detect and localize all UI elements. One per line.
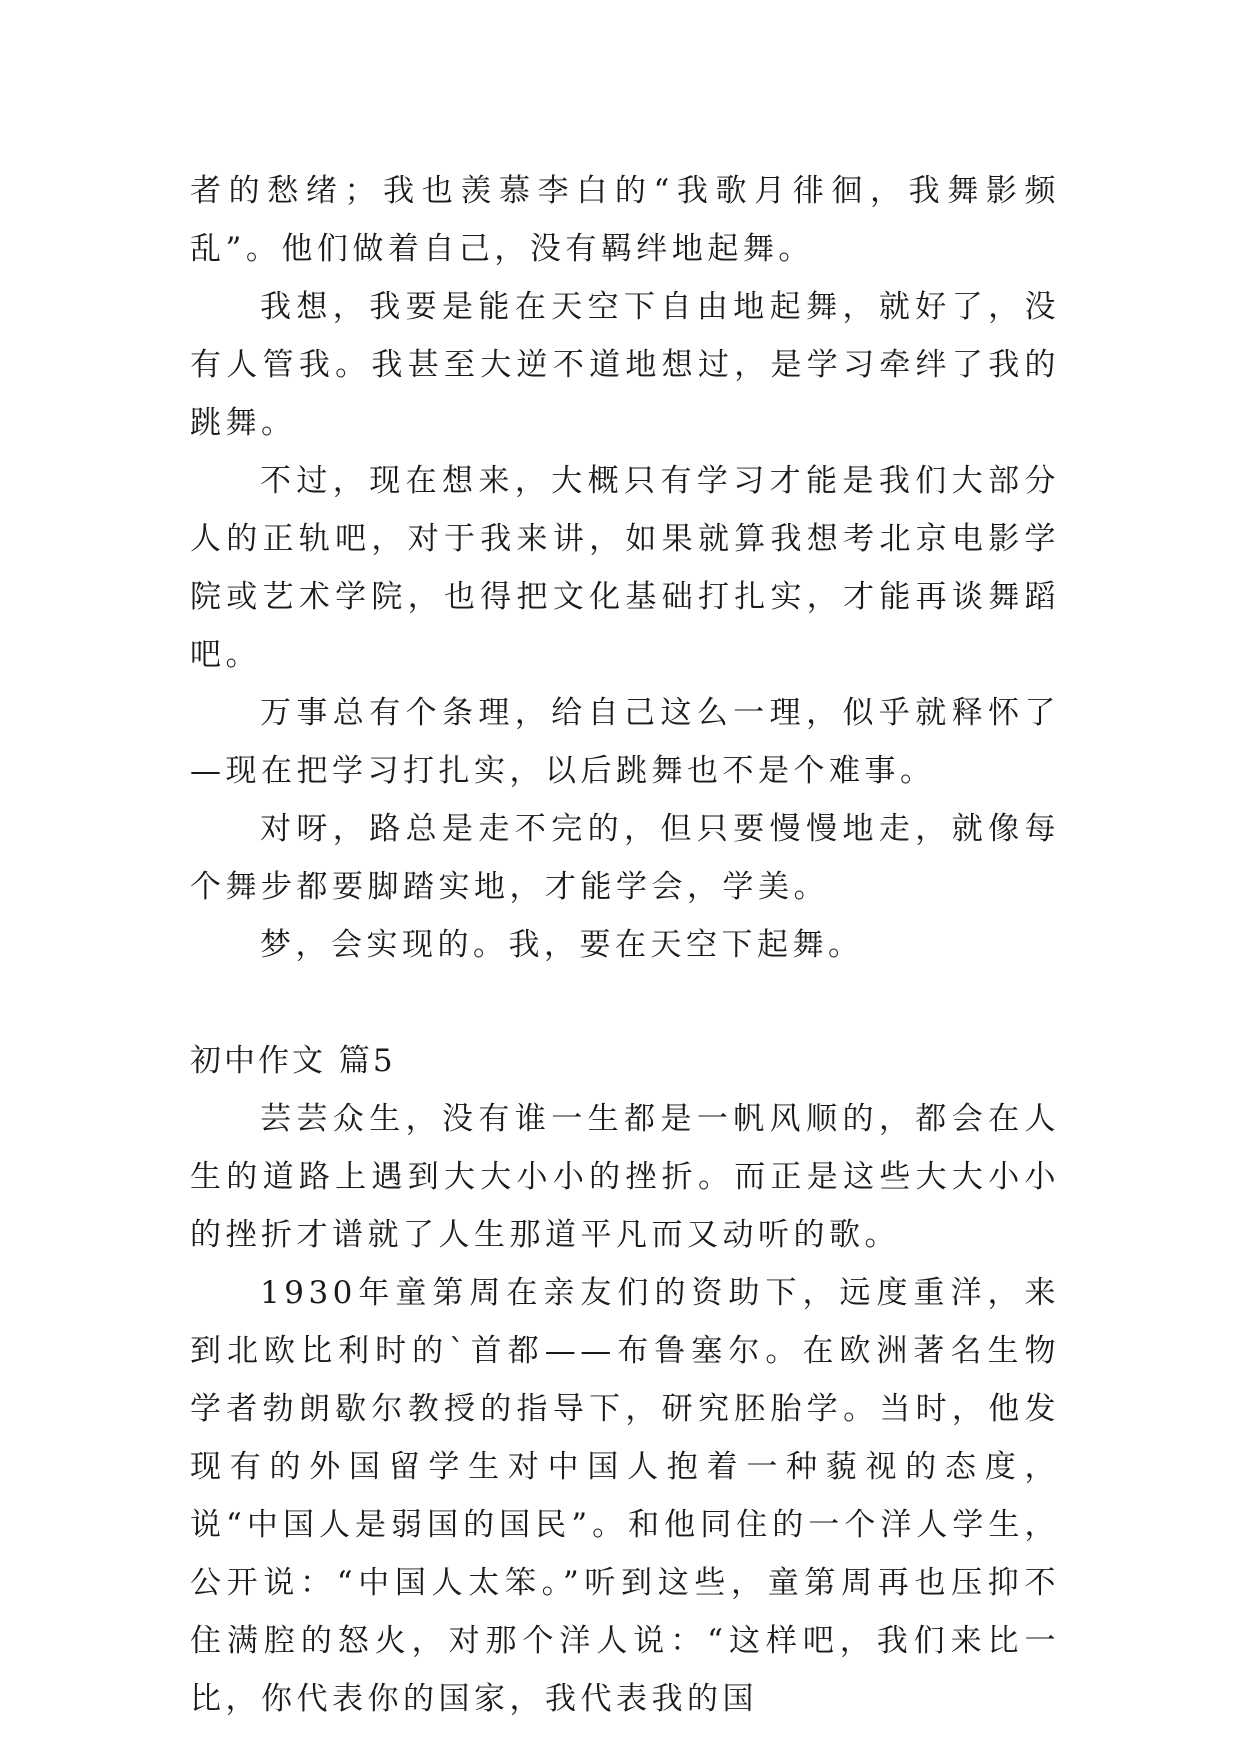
- paragraph: 1930年童第周在亲友们的资助下，远度重洋，来到北欧比利时的`首都——布鲁塞尔。在欧洲著名生物学者勃朗歇尔教授的指导下，研究胚胎学。当时，他发现有的外国留学生对中国人抱着一种藐视的态度，说“中国人是弱国的国民”。和他同住的一个洋人学生，公开说：“中国人太笨。”听到这些，童第周再也压抑不住满腔的怒火，对那个洋人说：“这样吧，我们来比一比，你代表你的国家，我代表我的国: [190, 1275, 1060, 1717]
- section-spacer: [190, 974, 1060, 1032]
- document-body: [190, 162, 1060, 1728]
- paragraph: 我想，我要是能在天空下自由地起舞，就好了，没有人管我。我甚至大逆不道地想过，是学习牵绊了我的跳舞。: [190, 289, 1060, 441]
- paragraph: 梦，会实现的。我，要在天空下起舞。: [260, 927, 864, 963]
- paragraph: 不过，现在想来，大概只有学习才能是我们大部分人的正轨吧，对于我来讲，如果就算我想考北京电影学院或艺术学院，也得把文化基础打扎实，才能再谈舞蹈吧。: [190, 463, 1060, 673]
- paragraph: 芸芸众生，没有谁一生都是一帆风顺的，都会在人生的道路上遇到大大小小的挫折。而正是这些大大小小的挫折才谱就了人生那道平凡而又动听的歌。: [190, 1101, 1060, 1253]
- paragraph-continued: 者的愁绪；我也羡慕李白的“我歌月徘徊，我舞影频乱”。他们做着自己，没有羁绊地起舞。: [190, 173, 1060, 267]
- paragraph: 万事总有个条理，给自己这么一理，似乎就释怀了—现在把学习打扎实，以后跳舞也不是个难事。: [190, 695, 1060, 789]
- paragraph: 对呀，路总是走不完的，但只要慢慢地走，就像每个舞步都要脚踏实地，才能学会，学美。: [190, 811, 1060, 905]
- section-heading: 初中作文 篇5: [190, 1043, 396, 1079]
